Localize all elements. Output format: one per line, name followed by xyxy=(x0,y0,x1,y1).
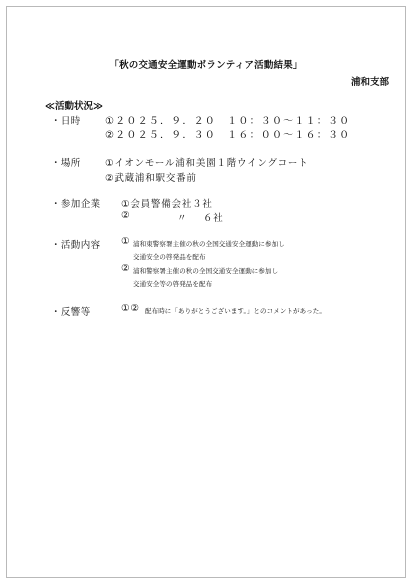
datetime-label: ・日時 xyxy=(51,116,81,127)
activity-2-number: ② xyxy=(121,263,131,274)
place-line-1: ①イオンモール浦和美園１階ウイングコート xyxy=(105,158,309,169)
place-label: ・場所 xyxy=(51,158,81,169)
datetime-line-1: ①２０２５．９．２０ １０：３０～１１：３０ xyxy=(105,116,351,127)
activity-1-line-2: 交通安全の啓発品を配布 xyxy=(133,253,206,261)
datetime-line-2: ②２０２５．９．３０ １６：００～１６：３０ xyxy=(105,130,351,141)
companies-line-2-ditto: 〃 xyxy=(177,213,188,224)
activity-1-line-1: 浦和東警察署主催の秋の全国交通安全運動に参加し xyxy=(133,240,285,248)
feedback-number: ①② xyxy=(121,303,140,314)
feedback-text: 配布時に「ありがとうございます。」とのコメントがあった。 xyxy=(145,307,326,315)
activity-1-number: ① xyxy=(121,236,131,247)
companies-line-1: ①会員警備会社３社 xyxy=(121,199,213,210)
document-page xyxy=(6,6,406,578)
companies-line-2-mark: ② xyxy=(121,210,131,221)
document-title: 「秋の交通安全運動ボランティア活動結果」 xyxy=(109,60,303,71)
companies-label: ・参加企業 xyxy=(51,199,101,210)
section-header: ≪活動状況≫ xyxy=(45,101,103,112)
activity-2-line-2: 交通安全等の啓発品を配布 xyxy=(133,280,213,288)
place-line-2: ②武蔵浦和駅交番前 xyxy=(105,173,197,184)
feedback-label: ・反響等 xyxy=(51,307,91,318)
companies-line-2-count: ６社 xyxy=(203,213,224,224)
branch-name: 浦和支部 xyxy=(350,77,389,88)
activity-2-line-1: 浦和警察署主催の秋の全国交通安全運動に参加し xyxy=(133,267,279,275)
activities-label: ・活動内容 xyxy=(51,240,101,251)
